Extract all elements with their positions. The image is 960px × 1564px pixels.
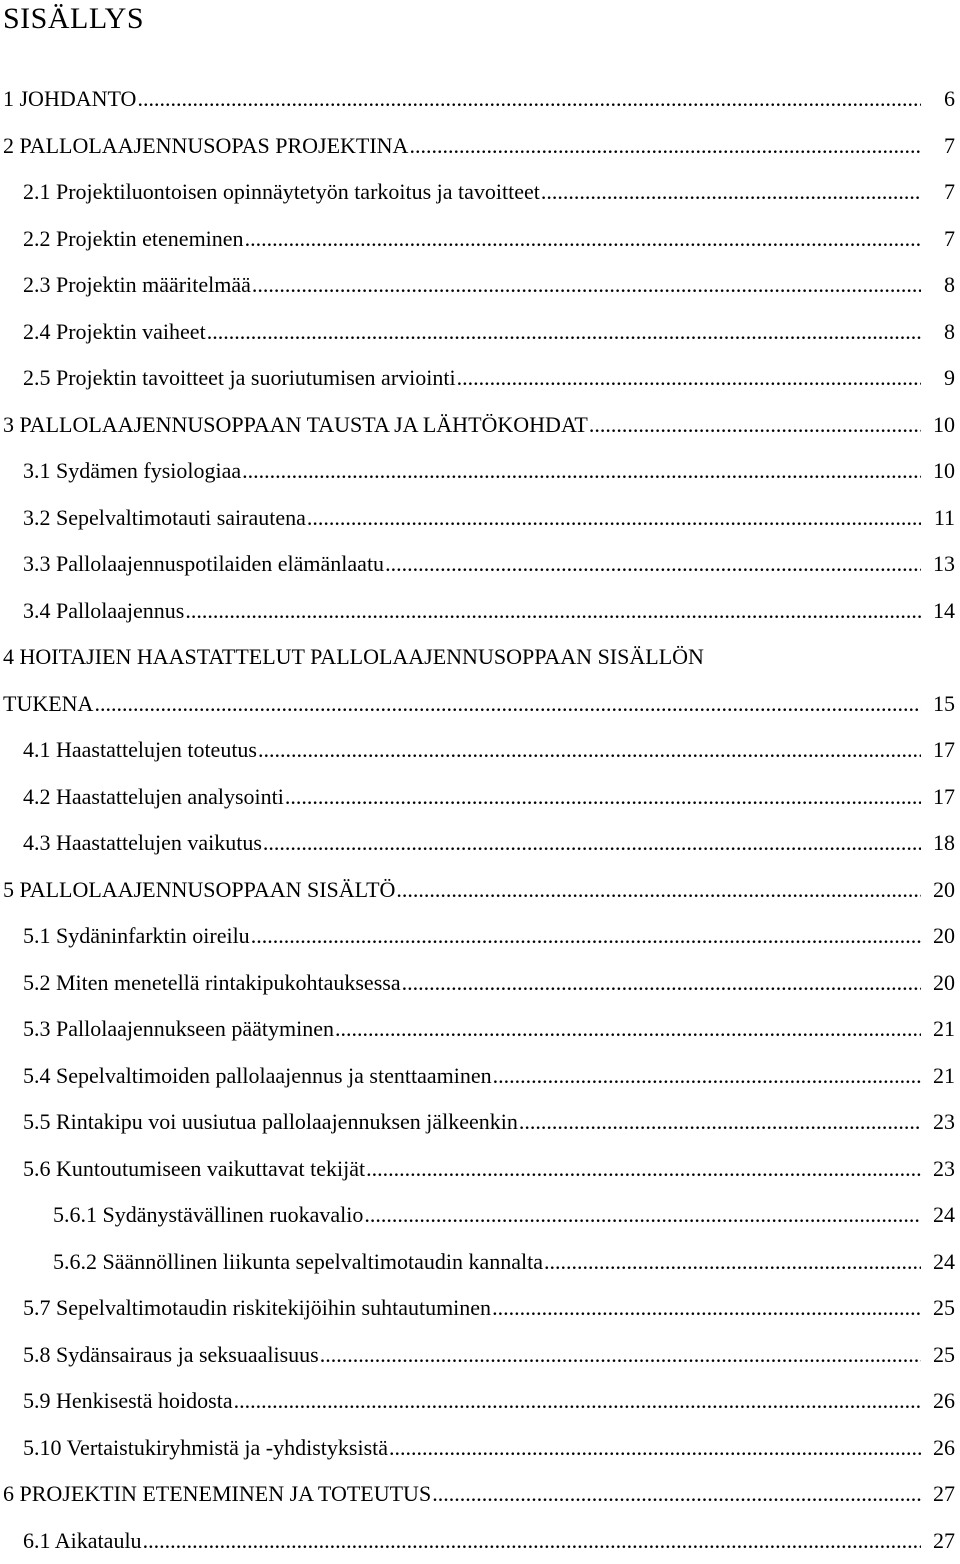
toc-entry-label: 3.1 Sydämen fysiologiaa xyxy=(23,448,242,495)
toc-page-number: 14 xyxy=(921,588,960,635)
toc-entry-5-1[interactable] xyxy=(0,913,960,960)
toc-leader-dots xyxy=(457,355,921,402)
toc-entry-label: 5 PALLOLAAJENNUSOPPAAN SISÄLTÖ xyxy=(3,867,396,914)
toc-page-number: 8 xyxy=(921,262,960,309)
toc-leader-dots xyxy=(320,1332,921,1379)
toc-page-number: 10 xyxy=(921,402,960,449)
toc-entry-label: 2.1 Projektiluontoisen opinnäytetyön tarkoitus ja tavoitteet xyxy=(23,169,541,216)
toc-leader-dots xyxy=(432,1471,921,1518)
toc-page-number: 20 xyxy=(921,913,960,960)
toc-leader-dots xyxy=(252,262,921,309)
toc-page-number: 18 xyxy=(921,820,960,867)
toc-entry-1[interactable] xyxy=(0,76,960,123)
toc-entry-3[interactable] xyxy=(0,402,960,449)
toc-entry-5-6[interactable] xyxy=(0,1146,960,1193)
toc-entry-label: 2 PALLOLAAJENNUSOPAS PROJEKTINA xyxy=(3,123,409,170)
toc-leader-dots xyxy=(519,1099,921,1146)
toc-leader-dots xyxy=(493,1053,921,1100)
toc-leader-dots xyxy=(541,169,921,216)
toc-leader-dots xyxy=(234,1378,921,1425)
page-title: SISÄLLYS xyxy=(3,0,144,38)
toc-leader-dots xyxy=(307,495,921,542)
toc-leader-dots xyxy=(366,1146,921,1193)
toc-entry-label: 2.5 Projektin tavoitteet ja suoriutumisen arviointi xyxy=(23,355,457,402)
toc-entry-2-4[interactable] xyxy=(0,309,960,356)
toc-leader-dots xyxy=(492,1285,921,1332)
toc-entry-label: 5.9 Henkisestä hoidosta xyxy=(23,1378,234,1425)
toc-page-number: 24 xyxy=(921,1192,960,1239)
toc-leader-dots xyxy=(402,960,921,1007)
toc-entry-3-1[interactable] xyxy=(0,448,960,495)
toc-page-number: 21 xyxy=(921,1053,960,1100)
toc-entry-3-3[interactable] xyxy=(0,541,960,588)
toc-entry-3-4[interactable] xyxy=(0,588,960,635)
toc-entry-5-7[interactable] xyxy=(0,1285,960,1332)
toc-page-number: 17 xyxy=(921,774,960,821)
toc-leader-dots xyxy=(245,216,921,263)
toc-leader-dots xyxy=(242,448,921,495)
toc-leader-dots xyxy=(143,1518,921,1564)
toc-entry-4-2[interactable] xyxy=(0,774,960,821)
toc-entry-label: 6.1 Aikataulu xyxy=(23,1518,143,1564)
toc-entry-2-2[interactable] xyxy=(0,216,960,263)
toc-page-number: 24 xyxy=(921,1239,960,1286)
toc-page-number: 15 xyxy=(921,681,960,728)
toc-page-number: 26 xyxy=(921,1378,960,1425)
toc-page-number: 20 xyxy=(921,867,960,914)
toc-entry-label: 4.2 Haastattelujen analysointi xyxy=(23,774,285,821)
toc-entry-label: 3.4 Pallolaajennus xyxy=(23,588,185,635)
toc-entry-label: 5.2 Miten menetellä rintakipukohtauksessa xyxy=(23,960,402,1007)
toc-entry-2[interactable] xyxy=(0,123,960,170)
toc-entry-label: 5.4 Sepelvaltimoiden pallolaajennus ja stenttaaminen xyxy=(23,1053,493,1100)
toc-page-number: 7 xyxy=(921,169,960,216)
toc-leader-dots xyxy=(389,1425,921,1472)
toc-entry-4-3[interactable] xyxy=(0,820,960,867)
toc-entry-2-1[interactable] xyxy=(0,169,960,216)
toc-entry-3-2[interactable] xyxy=(0,495,960,542)
toc-leader-dots xyxy=(185,588,921,635)
toc-page-number: 25 xyxy=(921,1285,960,1332)
toc-entry-label: 5.1 Sydäninfarktin oireilu xyxy=(23,913,251,960)
toc-entry-4-line-1[interactable] xyxy=(0,634,960,681)
toc-page-number: 25 xyxy=(921,1332,960,1379)
toc-entry-label: 5.6.2 Säännöllinen liikunta sepelvaltimotaudin kannalta xyxy=(53,1239,544,1286)
toc-leader-dots xyxy=(385,541,921,588)
toc-entry-label: 5.8 Sydänsairaus ja seksuaalisuus xyxy=(23,1332,320,1379)
toc-page-number: 23 xyxy=(921,1146,960,1193)
toc-entry-label-continued: TUKENA xyxy=(3,681,94,728)
toc-entry-label: 6 PROJEKTIN ETENEMINEN JA TOTEUTUS xyxy=(3,1471,432,1518)
toc-page-number: 17 xyxy=(921,727,960,774)
toc-leader-dots xyxy=(589,402,921,449)
toc-leader-dots xyxy=(409,123,921,170)
toc-entry-label: 4 HOITAJIEN HAASTATTELUT PALLOLAAJENNUSOPPAAN SISÄLLÖN xyxy=(3,644,705,669)
toc-page-number: 10 xyxy=(921,448,960,495)
toc-entry-5-6-1[interactable] xyxy=(0,1192,960,1239)
toc-entry-label: 5.6 Kuntoutumiseen vaikuttavat tekijät xyxy=(23,1146,366,1193)
toc-page-number: 8 xyxy=(921,309,960,356)
table-of-contents xyxy=(0,76,960,1564)
toc-entry-5-8[interactable] xyxy=(0,1332,960,1379)
toc-page-number: 23 xyxy=(921,1099,960,1146)
toc-entry-5-5[interactable] xyxy=(0,1099,960,1146)
toc-leader-dots xyxy=(263,820,921,867)
toc-entry-label: 5.10 Vertaistukiryhmistä ja -yhdistyksistä xyxy=(23,1425,389,1472)
toc-entry-5-3[interactable] xyxy=(0,1006,960,1053)
toc-leader-dots xyxy=(207,309,921,356)
toc-entry-label: 2.4 Projektin vaiheet xyxy=(23,309,207,356)
toc-leader-dots xyxy=(285,774,921,821)
toc-entry-5-2[interactable] xyxy=(0,960,960,1007)
toc-leader-dots xyxy=(364,1192,921,1239)
toc-entry-5-10[interactable] xyxy=(0,1425,960,1472)
toc-leader-dots xyxy=(251,913,921,960)
toc-leader-dots xyxy=(94,681,921,728)
toc-entry-label: 5.6.1 Sydänystävällinen ruokavalio xyxy=(53,1192,364,1239)
toc-entry-label: 2.2 Projektin eteneminen xyxy=(23,216,245,263)
toc-entry-5-6-2[interactable] xyxy=(0,1239,960,1286)
toc-page-number: 27 xyxy=(921,1471,960,1518)
toc-entry-label: 5.5 Rintakipu voi uusiutua pallolaajennuksen jälkeenkin xyxy=(23,1099,519,1146)
toc-entry-6[interactable] xyxy=(0,1471,960,1518)
toc-entry-label: 5.3 Pallolaajennukseen päätyminen xyxy=(23,1006,335,1053)
toc-entry-label: 5.7 Sepelvaltimotaudin riskitekijöihin suhtautuminen xyxy=(23,1285,492,1332)
toc-page-number: 20 xyxy=(921,960,960,1007)
toc-entry-2-5[interactable] xyxy=(0,355,960,402)
toc-entry-label: 3.3 Pallolaajennuspotilaiden elämänlaatu xyxy=(23,541,385,588)
toc-entry-6-1[interactable] xyxy=(0,1518,960,1564)
toc-page-number: 27 xyxy=(921,1518,960,1564)
toc-entry-label: 2.3 Projektin määritelmää xyxy=(23,262,252,309)
toc-entry-4-line-2[interactable] xyxy=(0,681,960,728)
toc-entry-label: 4.1 Haastattelujen toteutus xyxy=(23,727,258,774)
toc-page-number: 7 xyxy=(921,216,960,263)
toc-page-number: 7 xyxy=(921,123,960,170)
toc-entry-5-9[interactable] xyxy=(0,1378,960,1425)
toc-leader-dots xyxy=(335,1006,921,1053)
toc-leader-dots xyxy=(258,727,921,774)
toc-entry-label: 3.2 Sepelvaltimotauti sairautena xyxy=(23,495,307,542)
toc-page-number: 26 xyxy=(921,1425,960,1472)
toc-entry-label: 3 PALLOLAAJENNUSOPPAAN TAUSTA JA LÄHTÖKOHDAT xyxy=(3,402,589,449)
toc-page-number: 11 xyxy=(921,495,960,542)
toc-entry-label: 1 JOHDANTO xyxy=(3,76,137,123)
toc-entry-label: 4.3 Haastattelujen vaikutus xyxy=(23,820,263,867)
toc-entry-5[interactable] xyxy=(0,867,960,914)
toc-page-number: 6 xyxy=(921,76,960,123)
toc-leader-dots xyxy=(544,1239,921,1286)
toc-entry-5-4[interactable] xyxy=(0,1053,960,1100)
toc-entry-2-3[interactable] xyxy=(0,262,960,309)
toc-leader-dots xyxy=(396,867,921,914)
toc-page-number: 9 xyxy=(921,355,960,402)
toc-leader-dots xyxy=(137,76,921,123)
toc-page-number: 21 xyxy=(921,1006,960,1053)
toc-entry-4-1[interactable] xyxy=(0,727,960,774)
toc-page-number: 13 xyxy=(921,541,960,588)
